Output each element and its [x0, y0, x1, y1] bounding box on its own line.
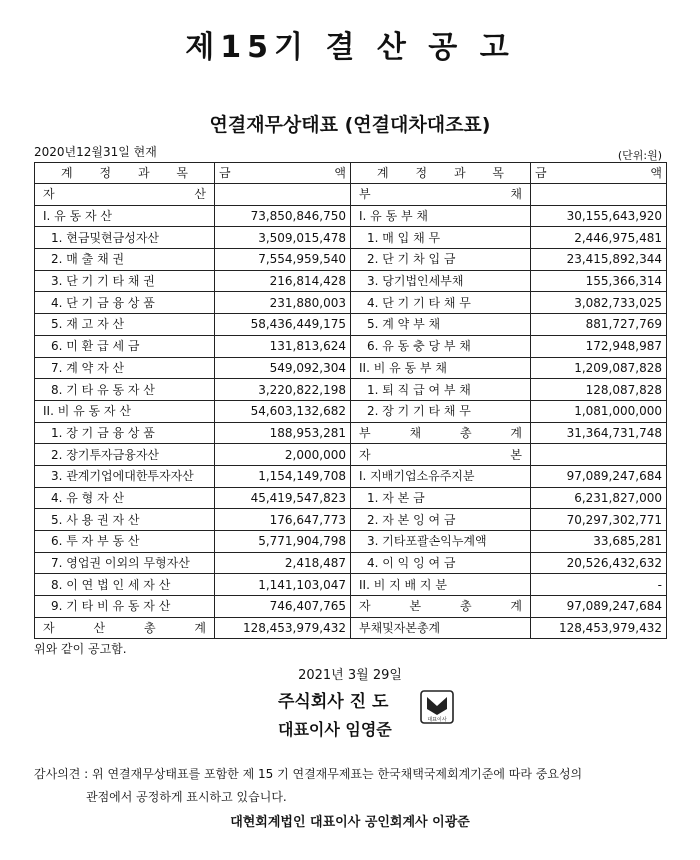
account-left-cell: 7. 계 약 자 산: [35, 357, 215, 379]
account-left-cell: 6. 투 자 부 동 산: [35, 531, 215, 553]
amount-left-cell: 5,771,904,798: [215, 531, 351, 553]
table-row: [35, 552, 667, 574]
amount-right-cell: 1,081,000,000: [531, 400, 667, 422]
amount-right-cell: 3,082,733,025: [531, 292, 667, 314]
amount-right-cell: 33,685,281: [531, 531, 667, 553]
account-right-cell: 4. 이 익 잉 여 금: [351, 552, 531, 574]
amount-left-cell: 45,419,547,823: [215, 487, 351, 509]
account-left-cell: 2. 매 출 채 권: [35, 249, 215, 271]
amount-right-cell: 6,231,827,000: [531, 487, 667, 509]
account-left-cell: 1. 장 기 금 융 상 품: [35, 422, 215, 444]
table-row: [35, 422, 667, 444]
account-right-cell: 부 채 총 계: [351, 422, 531, 444]
table-row: [35, 574, 667, 596]
account-right-cell: 1. 매 입 채 무: [351, 227, 531, 249]
amount-right-cell: [531, 444, 667, 466]
account-left-cell: 2. 장기투자금융자산: [35, 444, 215, 466]
account-left-cell: 3. 단 기 기 타 채 권: [35, 270, 215, 292]
table-row: [35, 400, 667, 422]
header-account-right: 계 정 과 목: [351, 163, 531, 184]
amount-left-cell: 128,453,979,432: [215, 617, 351, 639]
amount-left-cell: 3,509,015,478: [215, 227, 351, 249]
account-left-cell: 3. 관계기업에대한투자자산: [35, 465, 215, 487]
amount-left-cell: 2,418,487: [215, 552, 351, 574]
account-right-cell: 부채및자본총계: [351, 617, 531, 639]
amount-right-cell: 881,727,769: [531, 314, 667, 336]
amount-right-cell: 23,415,892,344: [531, 249, 667, 271]
account-left-cell: 4. 단 기 금 융 상 품: [35, 292, 215, 314]
seal-text: 대표이사: [427, 717, 447, 723]
table-row: [35, 227, 667, 249]
amount-left-cell: 188,953,281: [215, 422, 351, 444]
amount-right-cell: 30,155,643,920: [531, 205, 667, 227]
account-right-cell: 4. 단 기 기 타 채 무: [351, 292, 531, 314]
amount-left-cell: 1,141,103,047: [215, 574, 351, 596]
table-row: [35, 617, 667, 639]
amount-right-cell: 70,297,302,771: [531, 509, 667, 531]
amount-right-cell: 1,209,087,828: [531, 357, 667, 379]
amount-right-cell: 128,087,828: [531, 379, 667, 401]
amount-right-cell: 172,948,987: [531, 335, 667, 357]
table-header-row: [35, 163, 667, 184]
table-row: [35, 184, 667, 206]
header-amount-right-a: 금: [535, 166, 547, 180]
table-row: [35, 444, 667, 466]
account-left-cell: 4. 유 형 자 산: [35, 487, 215, 509]
account-right-cell: 5. 계 약 부 채: [351, 314, 531, 336]
account-left-cell: 8. 이 연 법 인 세 자 산: [35, 574, 215, 596]
account-right-cell: 1. 자 본 금: [351, 487, 531, 509]
account-left-cell: 자 산: [35, 184, 215, 206]
amount-left-cell: 58,436,449,175: [215, 314, 351, 336]
footnote: 위와 같이 공고함.: [34, 642, 127, 656]
account-right-cell: 자 본: [351, 444, 531, 466]
table-row: [35, 465, 667, 487]
header-amount-left-a: 금: [219, 166, 231, 180]
amount-right-cell: 20,526,432,632: [531, 552, 667, 574]
auditor-signature: 대현회계법인 대표이사 공인회계사 이광준: [230, 815, 470, 830]
header-amount-left: [215, 163, 351, 184]
account-left-cell: 9. 기 타 비 유 동 자 산: [35, 596, 215, 618]
amount-right-cell: 2,446,975,481: [531, 227, 667, 249]
header-amount-right-b: 액: [650, 166, 662, 180]
amount-right-cell: 128,453,979,432: [531, 617, 667, 639]
header-amount-left-b: 액: [334, 166, 346, 180]
account-right-cell: II. 비 유 동 부 채: [351, 357, 531, 379]
table-row: [35, 357, 667, 379]
account-right-cell: 2. 단 기 차 입 금: [351, 249, 531, 271]
table-row: [35, 379, 667, 401]
table-row: [35, 487, 667, 509]
table-row: [35, 531, 667, 553]
amount-left-cell: 746,407,765: [215, 596, 351, 618]
unit-label: (단위:원): [617, 149, 662, 162]
amount-left-cell: 54,603,132,682: [215, 400, 351, 422]
amount-left-cell: 7,554,959,540: [215, 249, 351, 271]
account-right-cell: 부 채: [351, 184, 531, 206]
account-right-cell: 2. 자 본 잉 여 금: [351, 509, 531, 531]
header-account-left: 계 정 과 목: [35, 163, 215, 184]
amount-left-cell: 3,220,822,198: [215, 379, 351, 401]
amount-left-cell: 73,850,846,750: [215, 205, 351, 227]
table-row: [35, 205, 667, 227]
account-left-cell: 5. 재 고 자 산: [35, 314, 215, 336]
company-seal-icon: [420, 690, 454, 724]
table-row: [35, 596, 667, 618]
account-left-cell: II. 비 유 동 자 산: [35, 400, 215, 422]
statement-title: 연결재무상태표 (연결대차대조표): [209, 114, 491, 136]
audit-opinion-line-1: 감사의견 : 위 연결재무상태표를 포함한 제 15 기 연결재무제표는 한국채택국제회계기준에 따라 중요성의: [34, 767, 583, 781]
account-right-cell: 1. 퇴 직 급 여 부 채: [351, 379, 531, 401]
account-left-cell: 8. 기 타 유 동 자 산: [35, 379, 215, 401]
account-right-cell: 2. 장 기 기 타 채 무: [351, 400, 531, 422]
amount-left-cell: 1,154,149,708: [215, 465, 351, 487]
amount-left-cell: 176,647,773: [215, 509, 351, 531]
balance-sheet-table: [34, 162, 667, 639]
amount-left-cell: 131,813,624: [215, 335, 351, 357]
account-right-cell: I. 지배기업소유주지분: [351, 465, 531, 487]
company-name: 주식회사 진 도: [278, 692, 389, 712]
amount-left-cell: 216,814,428: [215, 270, 351, 292]
table-row: [35, 249, 667, 271]
account-left-cell: 자 산 총 계: [35, 617, 215, 639]
amount-right-cell: 97,089,247,684: [531, 596, 667, 618]
amount-right-cell: 155,366,314: [531, 270, 667, 292]
account-left-cell: 7. 영업권 이외의 무형자산: [35, 552, 215, 574]
account-right-cell: I. 유 동 부 채: [351, 205, 531, 227]
notice-date: 2021년 3월 29일: [298, 668, 402, 683]
statement-date: 2020년12월31일 현재: [34, 145, 157, 159]
amount-left-cell: 231,880,003: [215, 292, 351, 314]
table-row: [35, 314, 667, 336]
account-right-cell: 3. 기타포괄손익누계액: [351, 531, 531, 553]
account-right-cell: 3. 당기법인세부채: [351, 270, 531, 292]
account-right-cell: II. 비 지 배 지 분: [351, 574, 531, 596]
ceo-name: 대표이사 임영준: [278, 720, 392, 739]
amount-right-cell: 31,364,731,748: [531, 422, 667, 444]
amount-right-cell: 97,089,247,684: [531, 465, 667, 487]
amount-left-cell: 549,092,304: [215, 357, 351, 379]
amount-left-cell: 2,000,000: [215, 444, 351, 466]
table-row: [35, 509, 667, 531]
table-row: [35, 292, 667, 314]
account-left-cell: 6. 미 환 급 세 금: [35, 335, 215, 357]
account-left-cell: 5. 사 용 권 자 산: [35, 509, 215, 531]
account-left-cell: I. 유 동 자 산: [35, 205, 215, 227]
account-right-cell: 자 본 총 계: [351, 596, 531, 618]
table-row: [35, 335, 667, 357]
amount-right-cell: -: [531, 574, 667, 596]
amount-right-cell: [531, 184, 667, 206]
account-right-cell: 6. 유 동 충 당 부 채: [351, 335, 531, 357]
audit-opinion-line-2: 관점에서 공정하게 표시하고 있습니다.: [86, 790, 287, 804]
amount-left-cell: [215, 184, 351, 206]
table-row: [35, 270, 667, 292]
account-left-cell: 1. 현금및현금성자산: [35, 227, 215, 249]
notice-title: 제15기 결 산 공 고: [185, 30, 515, 65]
header-amount-right: [531, 163, 667, 184]
